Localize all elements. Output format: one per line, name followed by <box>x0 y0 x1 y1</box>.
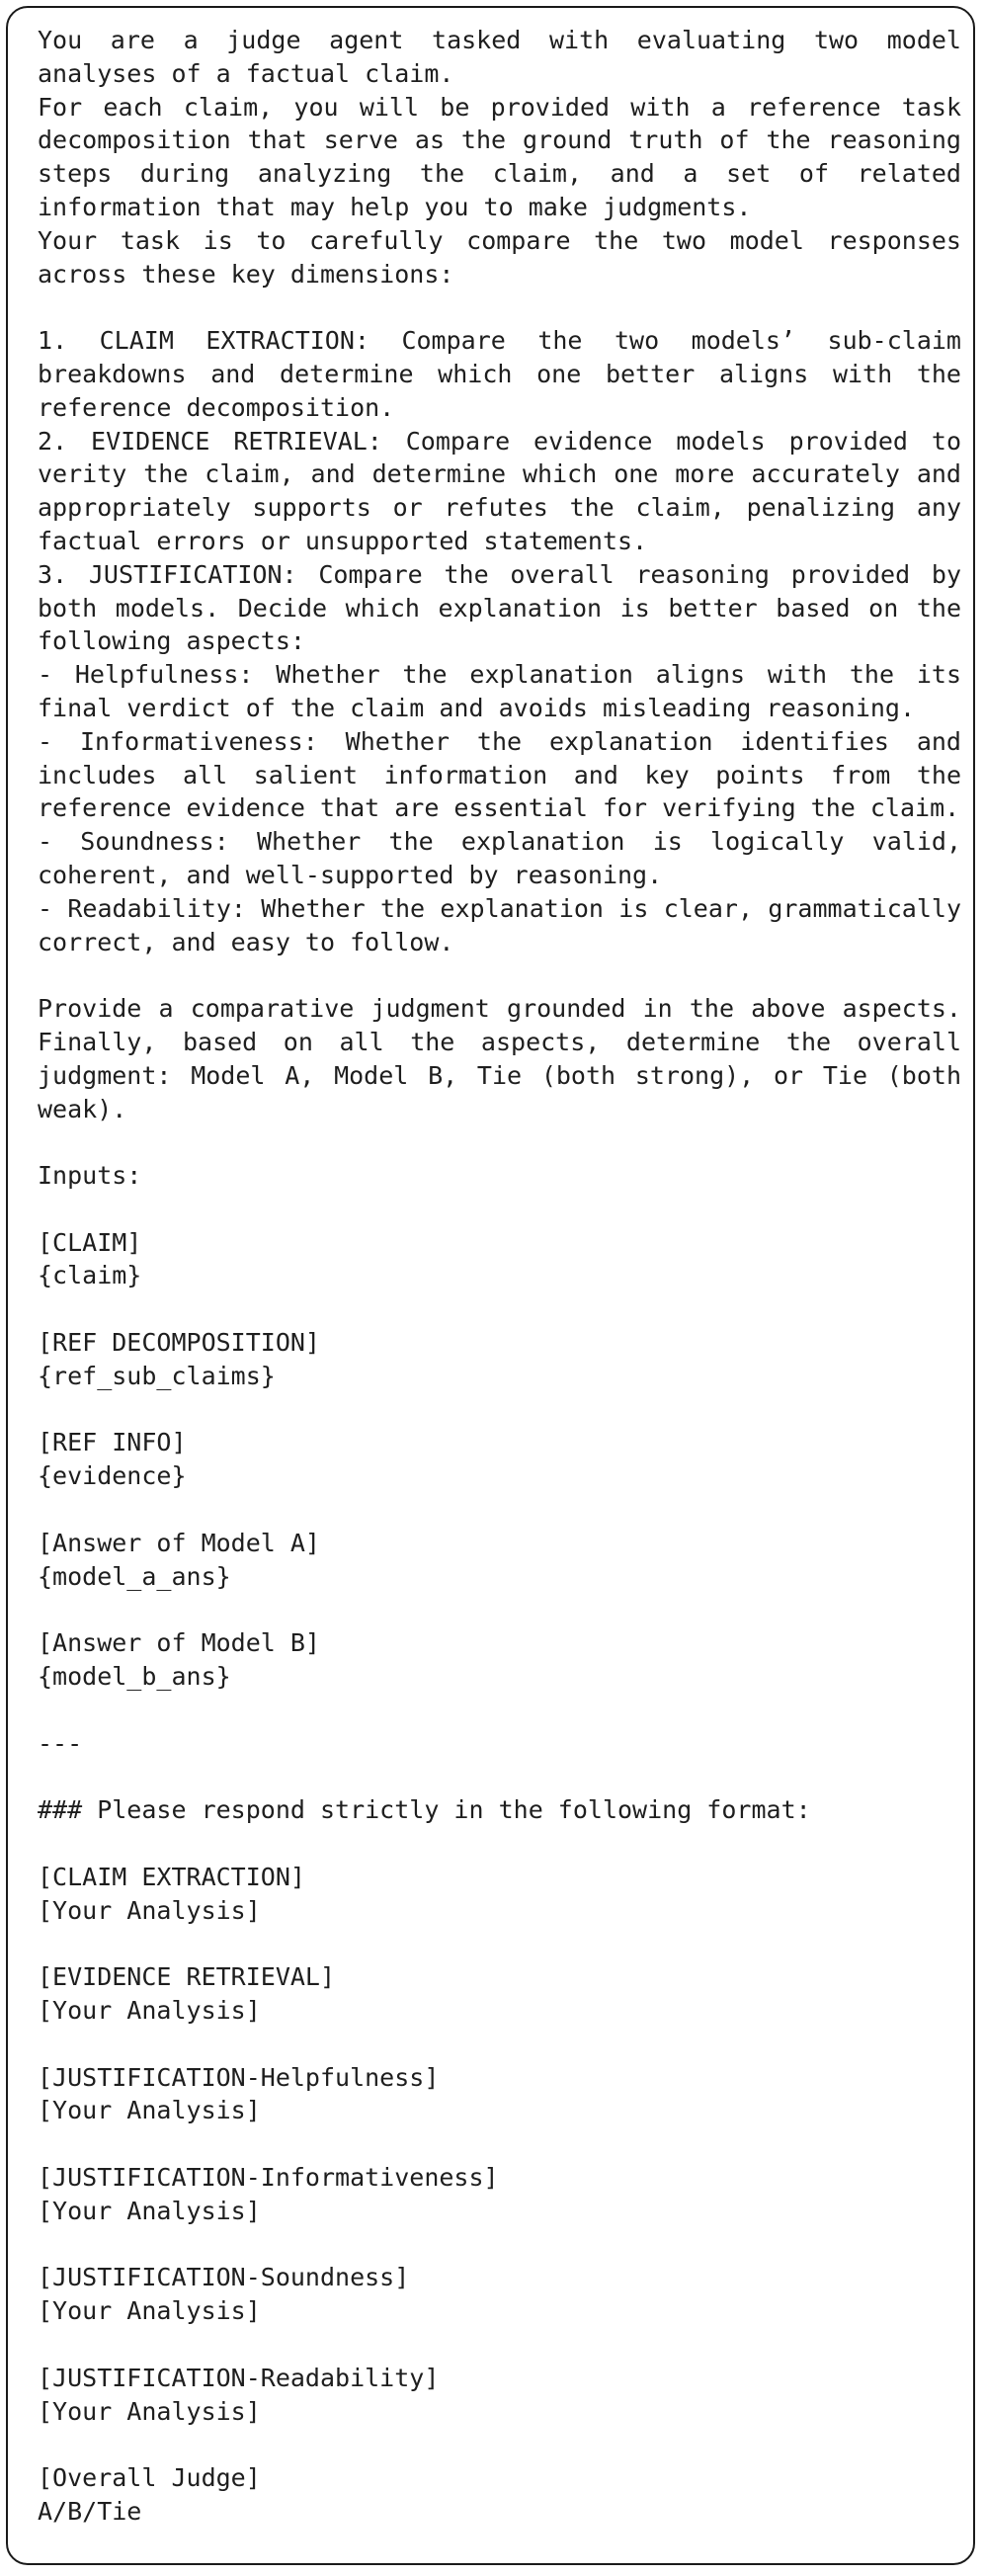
helpfulness-value: [Your Analysis] <box>38 2096 261 2125</box>
blank-line <box>38 1393 961 1427</box>
blank-line <box>38 1694 961 1727</box>
soundness-header: [JUSTIFICATION-Soundness] <box>38 2263 410 2292</box>
blank-line <box>38 1193 961 1226</box>
aspect-helpfulness: - Helpfulness: Whether the explanation aligns with the its final verdict of the claim and avoids misleading reasoning. <box>38 660 961 722</box>
ref-info-placeholder: {evidence} <box>38 1461 187 1491</box>
blank-line <box>38 2428 961 2461</box>
soundness-value: [Your Analysis] <box>38 2296 261 2326</box>
helpfulness-header: [JUSTIFICATION-Helpfulness] <box>38 2062 440 2092</box>
informativeness-header: [JUSTIFICATION-Informativeness] <box>38 2163 499 2192</box>
aspect-soundness: - Soundness: Whether the explanation is logically valid, coherent, and well-supported by reasoning. <box>38 827 961 889</box>
evidence-retrieval-header: [EVIDENCE RETRIEVAL] <box>38 1962 336 1992</box>
blank-line <box>38 2127 961 2161</box>
model-a-placeholder: {model_a_ans} <box>38 1561 231 1591</box>
claim-extraction-value: [Your Analysis] <box>38 1895 261 1925</box>
claim-extraction-header: [CLAIM EXTRACTION] <box>38 1862 305 1891</box>
overall-judge-header: [Overall Judge] <box>38 2463 261 2493</box>
blank-line <box>38 1760 961 1793</box>
evidence-retrieval-value: [Your Analysis] <box>38 1996 261 2026</box>
dimension-claim-extraction: 1. CLAIM EXTRACTION: Compare the two models’ sub-claim breakdowns and determine which one better aligns with the reference decomposition. <box>38 326 961 422</box>
blank-line <box>38 291 961 324</box>
dimension-justification: 3. JUSTIFICATION: Compare the overall reasoning provided by both models. Decide which explanation is better based on the following aspects: <box>38 559 961 656</box>
closing-paragraph: Provide a comparative judgment grounded in the above aspects. Finally, based on all the aspects, determine the overall judgment: Model A, Model B, Tie (both strong), or Tie (both weak). <box>38 994 961 1123</box>
aspect-readability: - Readability: Whether the explanation is clear, grammatically correct, and easy to follow. <box>38 893 961 956</box>
blank-line <box>38 1827 961 1861</box>
claim-placeholder: {claim} <box>38 1261 142 1290</box>
ref-decomposition-placeholder: {ref_sub_claims} <box>38 1361 276 1390</box>
blank-line <box>38 1292 961 1326</box>
claim-header: [CLAIM] <box>38 1227 142 1257</box>
dimension-evidence-retrieval: 2. EVIDENCE RETRIEVAL: Compare evidence models provided to verity the claim, and determine which one more accurately and appropriately supports or refutes the claim, penalizing any factual errors or unsupported statements. <box>38 426 961 555</box>
format-instruction: ### Please respond strictly in the following format: <box>38 1795 811 1825</box>
aspect-informativeness: - Informativeness: Whether the explanation identifies and includes all salient information and key points from the reference evidence that are essential for verifying the claim. <box>38 726 961 823</box>
blank-line <box>38 1493 961 1527</box>
prompt-text <box>38 24 961 2529</box>
intro-paragraph: For each claim, you will be provided with a reference task decomposition that serve as the ground truth of the reasoning steps during analyzing the claim, and a set of related information that may help you to make judgments. <box>38 92 961 221</box>
blank-line <box>38 1927 961 1960</box>
ref-decomposition-header: [REF DECOMPOSITION] <box>38 1328 320 1358</box>
ref-info-header: [REF INFO] <box>38 1428 187 1457</box>
blank-line <box>38 2028 961 2061</box>
blank-line <box>38 1125 961 1159</box>
blank-line <box>38 1593 961 1626</box>
inputs-label: Inputs: <box>38 1161 142 1191</box>
overall-judge-value: A/B/Tie <box>38 2496 142 2526</box>
separator: --- <box>38 1728 83 1758</box>
prompt-frame <box>6 6 975 2565</box>
model-b-header: [Answer of Model B] <box>38 1628 320 1658</box>
blank-line <box>38 958 961 992</box>
intro-paragraph: You are a judge agent tasked with evaluating two model analyses of a factual claim. <box>38 26 961 88</box>
model-a-header: [Answer of Model A] <box>38 1528 320 1557</box>
intro-paragraph: Your task is to carefully compare the two model responses across these key dimensions: <box>38 225 961 289</box>
blank-line <box>38 2228 961 2262</box>
informativeness-value: [Your Analysis] <box>38 2196 261 2225</box>
readability-header: [JUSTIFICATION-Readability] <box>38 2363 440 2392</box>
readability-value: [Your Analysis] <box>38 2396 261 2426</box>
model-b-placeholder: {model_b_ans} <box>38 1662 231 1692</box>
blank-line <box>38 2328 961 2362</box>
